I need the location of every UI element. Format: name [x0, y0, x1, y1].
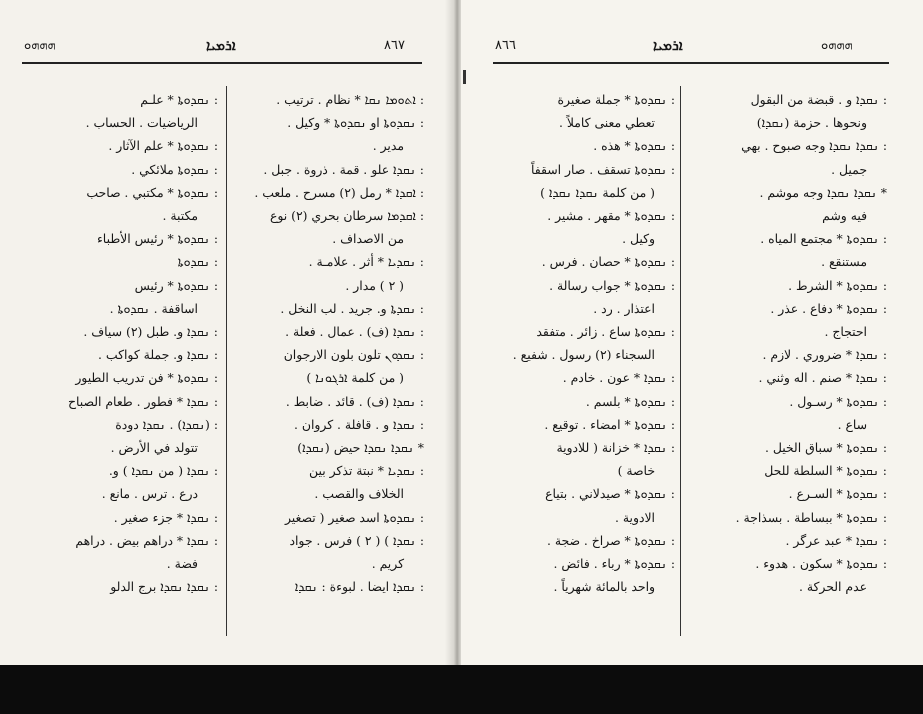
entry-line: : ܢܩܕܐ * فطور . طعام الصباح — [67, 393, 218, 409]
right-page-outer-running-head: ܗܗܗܘ — [821, 38, 853, 53]
entry-line: احتجاج . — [824, 324, 867, 340]
left-page-number: ٨٦٧ — [384, 38, 405, 53]
entry-line: : ܢܩܕܘܬܐ * امضاء . توقيع . — [544, 416, 675, 432]
entry-line: : ܢܩܕܘܬܐ * جملة صغيرة — [557, 92, 675, 107]
entry-line: خاصة ) — [617, 463, 655, 479]
left-page-right-column — [232, 88, 424, 598]
entry-line: : ܢܩܕܐ * عبد عرگر . — [785, 532, 887, 548]
right-page-header-rule — [493, 62, 889, 64]
entry-line: : ܢܩܕܐ ( من ܢܩܕܐ ) و. — [108, 463, 218, 479]
entry-line: : ܢܩܕܝܐ * أثر . علامـة . — [308, 254, 424, 270]
entry-line: : ܢܩܕܐ (ف) . قائد . ضابط . — [285, 393, 424, 409]
entry-line: عدم الحركة . — [799, 579, 867, 595]
scanner-bottom-edge — [0, 665, 923, 714]
entry-line: : ܢܩܕܘܬܐ * رئيس — [134, 277, 218, 293]
entry-line: : ܐܬܘܡܐ ܢܩܐ * نظام . ترتيب . — [276, 92, 424, 107]
entry-line: : ܢܩܕܘܬܐ * جواب رسالة . — [549, 277, 675, 293]
entry-line: الخلاف والقصب . — [314, 486, 404, 502]
entry-line: : ܢܩܕܘܢ تلون بلون الارجوان — [283, 347, 424, 363]
entry-line: : ܢܩܕܘܬܐ * رباء . فائض . — [553, 556, 675, 572]
entry-line: واحد بالمائة شهرياً . — [553, 579, 655, 595]
entry-line: مكتبة . — [162, 208, 198, 224]
entry-line: : ܢܩܕܘܬܐ تسقف . صار اسقفاً — [530, 161, 675, 177]
left-page-center-running-head: ܐܪܡܝܐ — [206, 38, 236, 54]
entry-line: : ܢܩܕܐ و. طبل (٢) سياف . — [83, 324, 218, 340]
entry-line: : ܢܩܕܝܐ * نبتة تذكر بين — [309, 463, 424, 479]
entry-line: وكيل . — [622, 231, 655, 247]
entry-line: : ܢܩܕܘܬܐ * مكتبي . صاحب — [86, 184, 218, 200]
entry-line: : ܢܩܕܘܬܐ * علـم — [140, 92, 218, 107]
left-page-column-divider — [226, 86, 227, 636]
entry-line: : ܢܩܕܐ * عون . خادم . — [562, 370, 675, 386]
entry-line: : ܢܩܕܘܬܐ ساع . زائر . متفقد — [536, 324, 675, 340]
entry-line: : ܢܩܕܘܬܐ * مجتمع المياه . — [760, 231, 887, 247]
entry-line: : ܢܩܕܐ علو . قمة . ذروة . جبل . — [263, 161, 424, 177]
entry-line: : ܐܩܕܡܐ سرطان بحري (٢) نوع — [269, 208, 424, 224]
entry-line: : ܢܩܕܘܬܐ * السـرع . — [788, 486, 887, 502]
entry-line: : ܢܩܕܐ و . قافلة . كروان . — [293, 416, 424, 432]
entry-line: : ܢܩܕܘܬܐ * رئيس الأطباء — [96, 231, 218, 247]
entry-line: : ܢܩܕܘܬܐ * دفاع . عذر . — [770, 300, 887, 316]
entry-line: تتولد في الأرض . — [110, 440, 198, 456]
entry-line: : ܢܩܕܘܬܐ * الشرط . — [788, 277, 887, 293]
entry-line: من الاصداف . — [332, 231, 404, 247]
left-page-header-rule — [22, 62, 422, 64]
entry-line: : ܢܩܕܐ ايضا . لبوءة : ܢܩܕܐ — [294, 579, 424, 595]
entry-line: : ܢܩܕܐ ) ( ٢ ) فرس . جواد — [289, 532, 424, 548]
entry-line: : (ܢܩܕܐ) . ܢܩܕܐ دودة — [115, 416, 218, 432]
entry-line: الادوية . — [615, 509, 655, 525]
entry-line: : ܢܩܕܘܬܐ * رسـول . — [789, 393, 887, 409]
entry-line: : ܢܩܕܘܬܐ ملائكي . — [131, 161, 218, 177]
entry-line: : ܢܩܕܘܬܐ * مقهر . مشير . — [547, 208, 675, 224]
left-page-left-column — [22, 88, 218, 598]
entry-line: : ܢܩܕܐ ܢܩܕܐ برج الدلو — [110, 579, 218, 595]
right-page-right-column — [687, 88, 887, 598]
left-page — [0, 0, 455, 665]
entry-line: : ܢܩܕܘܬܐ — [177, 254, 218, 270]
entry-line: ( من كلمة ܐܪܓܘܢܐ ) — [306, 370, 404, 386]
entry-line: : ܢܩܕܐ (ف) . عمال . فعلة . — [285, 324, 424, 340]
entry-line: : ܢܩܕܘܬܐ * سكون . هدوء . — [755, 556, 887, 572]
entry-line: : ܐܩܕܐ * رمل (٢) مسرح . ملعب . — [254, 184, 424, 200]
entry-line: ساع . — [837, 416, 867, 432]
entry-line: كريم . — [371, 556, 404, 572]
right-page-number: ٨٦٦ — [495, 38, 516, 53]
entry-line: : ܢܩܕܘܬܐ * بلسم . — [585, 393, 675, 409]
entry-line: ( ٢ ) مدار . — [345, 277, 404, 293]
entry-line: فيه وشم — [822, 208, 867, 224]
spine-mark — [463, 70, 466, 84]
entry-line: ونحوها . حزمة (ܢܩܕܐ) — [756, 115, 867, 131]
entry-line: : ܢܩܕܘܬܐ * ببساطة . بسذاجة . — [735, 509, 887, 525]
entry-line: * ܢܩܕܐ ܢܩܕܐ وجه موشم . — [759, 184, 887, 200]
right-page-left-column — [491, 88, 675, 598]
entry-line: : ܢܩܕܐ ܢܩܕܐ وجه صبوح . بهي — [741, 138, 887, 154]
entry-line: درع . ترس . مانع . — [101, 486, 198, 502]
right-page — [461, 0, 923, 665]
entry-line: : ܢܩܕܘܬܐ * هذه . — [593, 138, 675, 154]
entry-line: مدير . — [372, 138, 404, 154]
entry-line: : ܢܩܕܐ * دراهم بيض . دراهم — [75, 532, 218, 548]
entry-line: : ܢܩܕܐ و . قبضة من البقول — [750, 92, 887, 107]
entry-line: : ܢܩܕܐ * خزانة ( للادوية — [556, 440, 675, 456]
entry-line: : ܢܩܕܐ * جزء صغير . — [113, 509, 218, 525]
right-page-column-divider — [680, 86, 681, 636]
entry-line: جميل . — [831, 161, 867, 177]
entry-line: : ܢܩܕܬܐ و. جريد . لب النخل . — [280, 300, 424, 316]
right-page-center-running-head: ܐܪܡܝܐ — [653, 38, 683, 54]
entry-line: : ܢܩܕܐ و. جملة كواكب . — [98, 347, 218, 363]
entry-line: : ܢܩܕܐ * ضروري . لازم . — [762, 347, 887, 363]
entry-line: مستنقع . — [821, 254, 867, 270]
entry-line: فضة . — [166, 556, 198, 572]
entry-line: اساقفة . ܢܩܕܘܬܐ . — [109, 300, 198, 316]
entry-line: : ܢܩܕܘܬܐ * السلطة للحل — [764, 463, 887, 479]
entry-line: الرياضيات . الحساب . — [85, 115, 198, 131]
entry-line: : ܢܩܕܘܬܐ * فن تدريب الطيور — [75, 370, 218, 386]
entry-line: : ܢܩܕܘܬܐ * حصان . فرس . — [541, 254, 675, 270]
entry-line: : ܢܩܕܘܬܐ * سباق الخيل . — [764, 440, 887, 456]
entry-line: ( من كلمة ܢܩܕܐ ܢܩܕܐ ) — [540, 184, 655, 200]
entry-line: : ܢܩܕܐ * صنم . اله وثني . — [758, 370, 887, 386]
entry-line: : ܢܩܕܘܬܐ * علم الآثار . — [108, 138, 218, 154]
entry-line: : ܢܩܕܘܬܐ * صيدلاني . بتياع — [545, 486, 675, 502]
entry-line: السجناء (٢) رسول . شفيع . — [512, 347, 655, 363]
entry-line: : ܢܩܕܘܬܐ * صراخ . ضجة . — [546, 532, 675, 548]
entry-line: تعطي معنى كاملاً . — [558, 115, 655, 131]
entry-line: : ܢܩܕܘܬܐ اسد صغير ( تصغير — [284, 509, 424, 525]
left-page-outer-running-head: ܗܗܗܘ — [24, 38, 56, 53]
entry-line: : ܢܩܕܘܬܐ او ܢܩܕܘܬܐ * وكيل . — [287, 115, 424, 131]
entry-line: اعتذار . رد . — [593, 300, 655, 316]
entry-line: * ܢܩܕܐ ܢܩܕܐ حيض (ܢܩܕܐ) — [297, 440, 424, 456]
